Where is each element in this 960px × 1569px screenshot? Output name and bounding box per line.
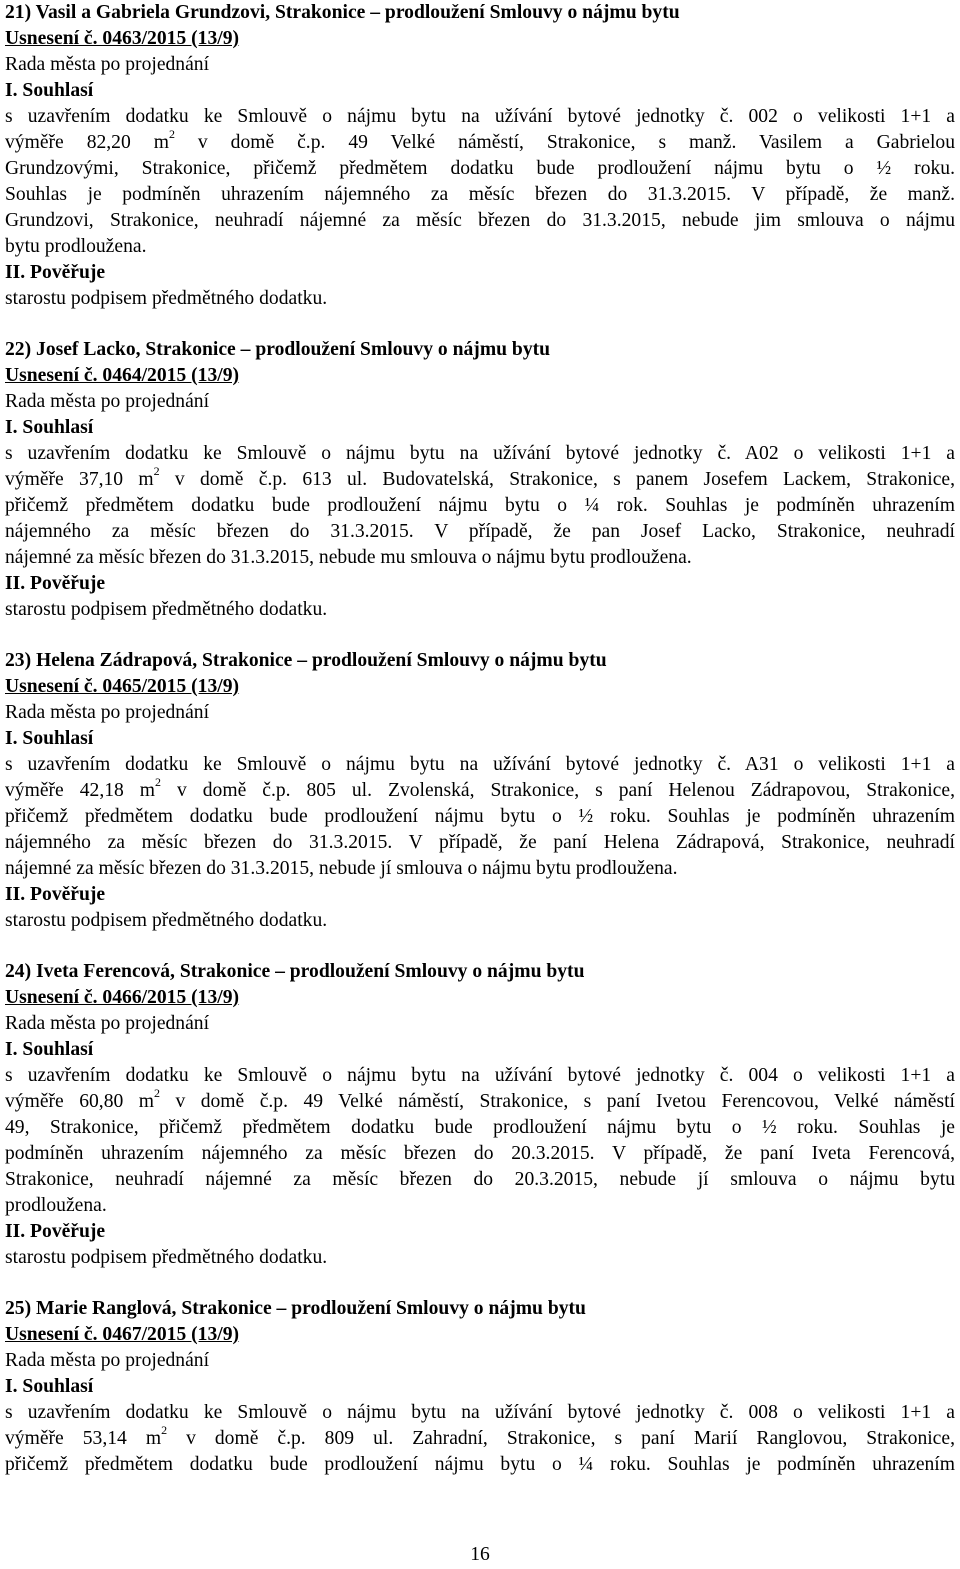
body-text: v domě č.p. 49 Velké náměstí, Strakonice, s paní Ivetou Ferencovou, Velké náměstí [160, 1091, 955, 1112]
body-line: s uzavřením dodatku ke Smlouvě o nájmu bytu na užívání bytové jednotky č. 004 o velikosti 1+1 a [5, 1065, 955, 1086]
resolution-number-row [5, 985, 955, 1011]
body-text: výměře 60,80 m [5, 1091, 154, 1112]
body-line: přičemž předmětem dodatku bude prodloužení nájmu bytu o ¼ rok. Souhlas je podmíněn uhrazením [5, 495, 955, 516]
document-page [5, 0, 955, 1478]
resolution-number: Usnesení č. 0467/2015 (13/9) [5, 1324, 240, 1345]
approve-heading: I. Souhlasí [5, 417, 94, 438]
body-line [5, 1423, 955, 1452]
approve-heading: I. Souhlasí [5, 1039, 94, 1060]
body-line: nájemné za měsíc březen do 31.3.2015, nebude jí smlouva o nájmu bytu prodloužena. [5, 858, 678, 879]
superscript: 2 [153, 464, 160, 479]
body-text: v domě č.p. 809 ul. Zahradní, Strakonice, s paní Marií Ranglovou, Strakonice, [167, 1428, 955, 1449]
body-line: 49, Strakonice, přičemž předmětem dodatku bude prodloužení nájmu bytu o ½ roku. Souhlas je [5, 1117, 955, 1138]
body-line: přičemž předmětem dodatku bude prodloužení nájmu bytu o ¼ roku. Souhlas je podmíněn uhrazením [5, 1454, 955, 1475]
authorize-text: starostu podpisem předmětného dodatku. [5, 910, 328, 931]
approve-heading: I. Souhlasí [5, 728, 94, 749]
body-line: nájemné za měsíc březen do 31.3.2015, nebude mu smlouva o nájmu bytu prodloužena. [5, 547, 692, 568]
approve-heading: I. Souhlasí [5, 1376, 94, 1397]
section-spacer [5, 934, 955, 959]
section-spacer [5, 312, 955, 337]
superscript: 2 [168, 127, 175, 142]
resolution-number-row [5, 363, 955, 389]
body-line: přičemž předmětem dodatku bude prodloužení nájmu bytu o ½ roku. Souhlas je podmíněn uhrazením [5, 806, 955, 827]
body-line: prodloužena. [5, 1195, 107, 1216]
page-number: 16 [470, 1544, 490, 1565]
authorize-text: starostu podpisem předmětného dodatku. [5, 288, 328, 309]
section-title: 24) Iveta Ferencová, Strakonice – prodloužení Smlouvy o nájmu bytu [5, 961, 585, 982]
body-line: s uzavřením dodatku ke Smlouvě o nájmu bytu na užívání bytové jednotky č. A31 o velikosti 1+1 a [5, 754, 955, 775]
body-line: s uzavřením dodatku ke Smlouvě o nájmu bytu na užívání bytové jednotky č. 008 o velikosti 1+1 a [5, 1402, 955, 1423]
resolution-number-row [5, 26, 955, 52]
body-text: v domě č.p. 805 ul. Zvolenská, Strakonice, s paní Helenou Zádrapovou, Strakonice, [161, 780, 955, 801]
body-line [5, 464, 955, 493]
body-text: v domě č.p. 613 ul. Budovatelská, Strakonice, s panem Josefem Lackem, Strakonice, [159, 469, 955, 490]
resolution-number-row [5, 1322, 955, 1348]
body-line: bytu prodloužena. [5, 236, 147, 257]
authorize-heading: II. Pověřuje [5, 573, 106, 594]
body-text: výměře 37,10 m [5, 469, 154, 490]
body-line [5, 775, 955, 804]
body-line: nájemného za měsíc březen do 31.3.2015. V případě, že pan Josef Lacko, Strakonice, neuhradí [5, 521, 955, 542]
authorize-text: starostu podpisem předmětného dodatku. [5, 1247, 328, 1268]
body-line [5, 1086, 955, 1115]
approve-heading: I. Souhlasí [5, 80, 94, 101]
body-line: Grundzovými, Strakonice, přičemž předmětem dodatku bude prodloužení nájmu bytu o ½ roku. [5, 158, 955, 179]
resolution-number: Usnesení č. 0466/2015 (13/9) [5, 987, 240, 1008]
body-text: výměře 42,18 m [5, 780, 156, 801]
body-line [5, 127, 955, 156]
body-text: výměře 53,14 m [5, 1428, 162, 1449]
council-line: Rada města po projednání [5, 1350, 210, 1371]
body-line: s uzavřením dodatku ke Smlouvě o nájmu bytu na užívání bytové jednotky č. A02 o velikosti 1+1 a [5, 443, 955, 464]
resolution-number: Usnesení č. 0465/2015 (13/9) [5, 676, 240, 697]
resolution-number: Usnesení č. 0463/2015 (13/9) [5, 28, 240, 49]
resolution-section [5, 1296, 955, 1478]
section-spacer [5, 623, 955, 648]
superscript: 2 [161, 1423, 168, 1438]
council-line: Rada města po projednání [5, 391, 210, 412]
body-text: výměře 82,20 m [5, 132, 169, 153]
section-title: 25) Marie Ranglová, Strakonice – prodloužení Smlouvy o nájmu bytu [5, 1298, 586, 1319]
council-line: Rada města po projednání [5, 1013, 210, 1034]
body-line: nájemného za měsíc březen do 31.3.2015. V případě, že paní Helena Zádrapová, Strakonice, neuhradí [5, 832, 955, 853]
body-text: v domě č.p. 49 Velké náměstí, Strakonice, s manž. Vasilem a Gabrielou [174, 132, 955, 153]
body-line: Strakonice, neuhradí nájemné za měsíc březen do 20.3.2015, nebude jí smlouva o nájmu bytu [5, 1169, 955, 1190]
resolution-section [5, 959, 955, 1271]
section-title: 21) Vasil a Gabriela Grundzovi, Strakonice – prodloužení Smlouvy o nájmu bytu [5, 2, 680, 23]
council-line: Rada města po projednání [5, 702, 210, 723]
body-line: Souhlas je podmíněn uhrazením nájemného za měsíc březen do 31.3.2015. V případě, že manž. [5, 184, 955, 205]
resolution-section [5, 337, 955, 623]
section-spacer [5, 1271, 955, 1296]
authorize-heading: II. Pověřuje [5, 884, 106, 905]
body-line: podmíněn uhrazením nájemného za měsíc březen do 20.3.2015. V případě, že paní Iveta Ferencová, [5, 1143, 955, 1164]
authorize-text: starostu podpisem předmětného dodatku. [5, 599, 328, 620]
body-line: s uzavřením dodatku ke Smlouvě o nájmu bytu na užívání bytové jednotky č. 002 o velikosti 1+1 a [5, 106, 955, 127]
council-line: Rada města po projednání [5, 54, 210, 75]
resolution-section [5, 0, 955, 312]
body-line: Grundzovi, Strakonice, neuhradí nájemné za měsíc březen do 31.3.2015, nebude jim smlouva o nájmu [5, 210, 955, 231]
authorize-heading: II. Pověřuje [5, 1221, 106, 1242]
superscript: 2 [155, 775, 162, 790]
superscript: 2 [154, 1086, 160, 1101]
resolution-number-row [5, 674, 955, 700]
resolution-section [5, 648, 955, 934]
authorize-heading: II. Pověřuje [5, 262, 106, 283]
resolution-number: Usnesení č. 0464/2015 (13/9) [5, 365, 240, 386]
section-title: 23) Helena Zádrapová, Strakonice – prodloužení Smlouvy o nájmu bytu [5, 650, 607, 671]
section-title: 22) Josef Lacko, Strakonice – prodloužení Smlouvy o nájmu bytu [5, 339, 551, 360]
